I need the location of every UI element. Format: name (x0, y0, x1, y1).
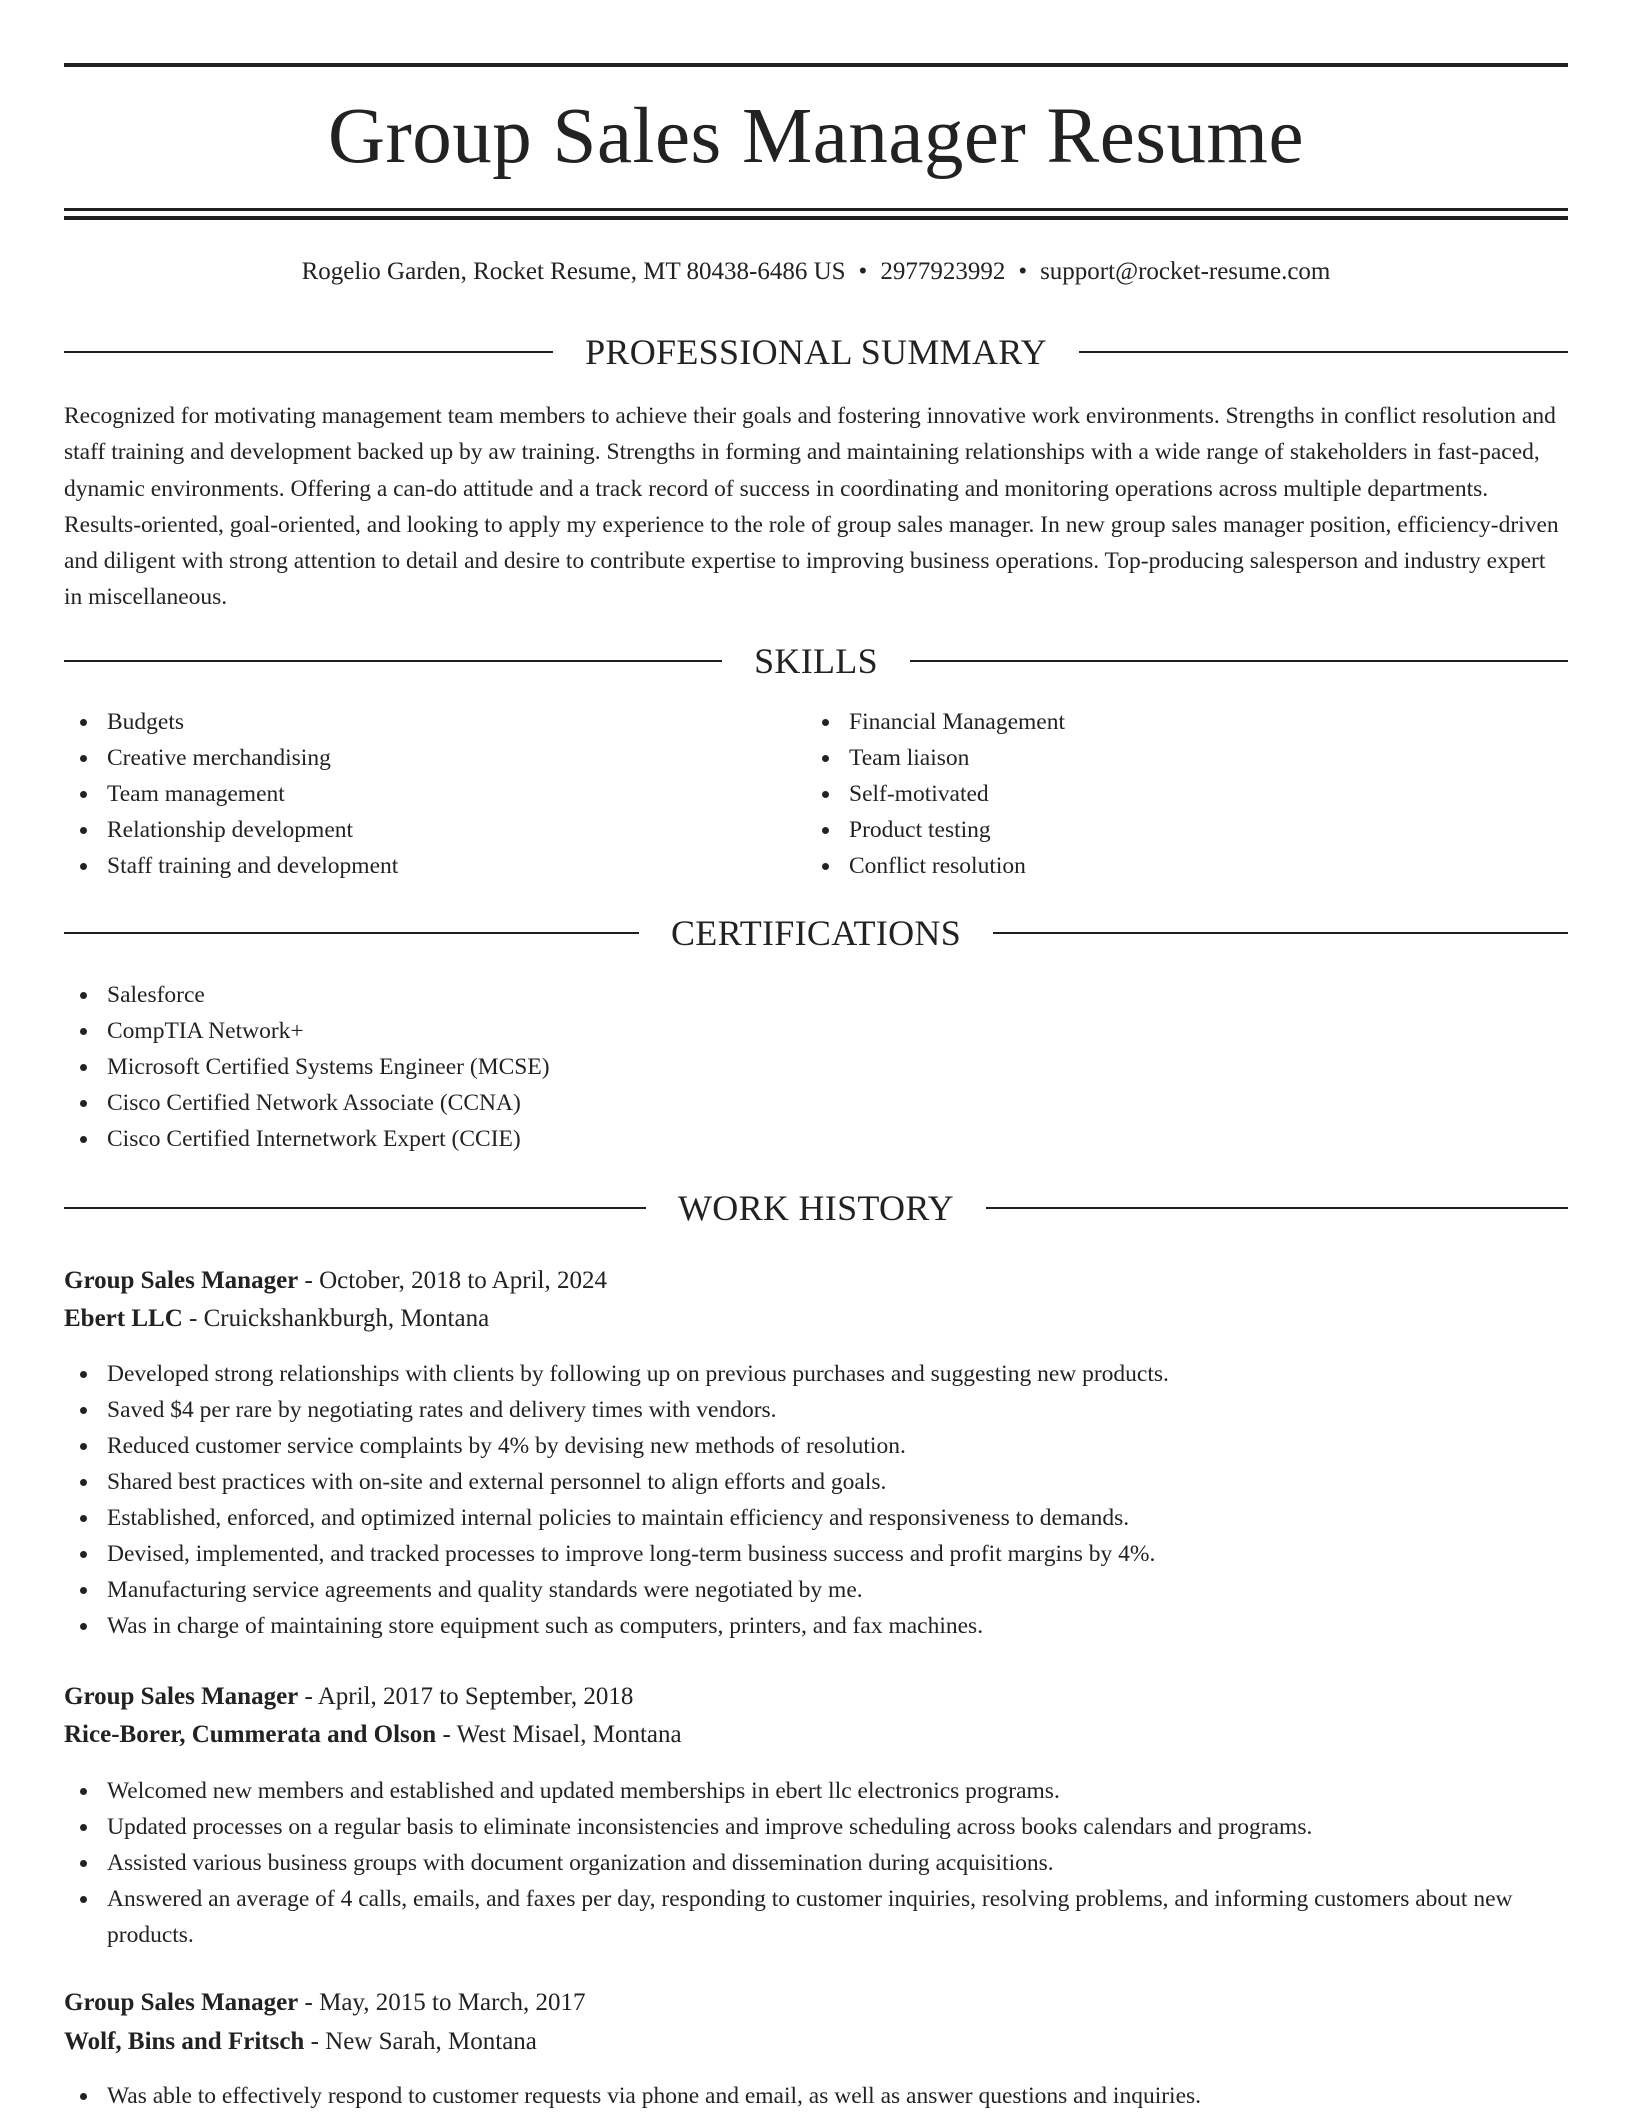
job-title: Group Sales Manager (64, 1989, 299, 2016)
title-rule-lower (64, 216, 1568, 220)
skill-item: Self-motivated (806, 776, 1546, 812)
job-duty-item: Devised, implemented, and tracked processes to improve long-term business success and profit margins by 4%. (64, 1536, 1568, 1572)
resume-title: Group Sales Manager Resume (327, 93, 1305, 180)
contact-phone: 2977923992 (880, 258, 1006, 285)
job-location: - West Misael, Montana (436, 1721, 682, 1748)
job-dates: - April, 2017 to September, 2018 (298, 1683, 634, 1710)
skills-list-right (806, 704, 1546, 884)
skills-heading-label: SKILLS (754, 641, 878, 681)
heading-rule-left (64, 351, 553, 353)
job-company-line (64, 2023, 1568, 2061)
certifications-section-heading (64, 911, 1568, 955)
skill-item: Conflict resolution (806, 848, 1546, 884)
job-title: Group Sales Manager (64, 1267, 299, 1294)
skills-list-left (64, 704, 804, 884)
job-duty-item: Was in charge of maintaining store equipment such as computers, printers, and fax machines. (64, 1608, 1568, 1644)
contact-line (64, 252, 1568, 292)
job-title-line (64, 1678, 1568, 1716)
contact-separator: • (1018, 258, 1028, 285)
title-rule-upper (64, 208, 1568, 211)
job-duty-item: Answered an average of 4 calls, emails, and faxes per day, responding to customer inquiries, resolving problems, and informing customers about new products. (64, 1881, 1568, 1953)
job-company: Wolf, Bins and Fritsch (64, 2028, 305, 2055)
professional-summary-text: Recognized for motivating management team members to achieve their goals and fostering innovative work environments. Strengths in conflict resolution and staff training and development backed up by aw training. Strengths in forming and maintaining relationships with a wide range of stakeholders in fast-paced, dynamic environments. Offering a can-do attitude and a track record of success in coordinating and monitoring operations across multiple departments. Results-oriented, goal-oriented, and looking to apply my experience to the role of group sales manager. In new group sales manager position, efficiency-driven and diligent with strong attention to detail and desire to contribute expertise to improving business operations. Top-producing salesperson and industry expert in miscellaneous. (64, 403, 1559, 611)
heading-rule-right (1079, 351, 1568, 353)
job-location: - Cruickshankburgh, Montana (182, 1305, 490, 1332)
job-duty-item: Reduced customer service complaints by 4% by devising new methods of resolution. (64, 1428, 1568, 1464)
job-duties-list (64, 1356, 1568, 1644)
heading-rule-right (986, 1207, 1568, 1209)
skill-item: Relationship development (64, 812, 804, 848)
job-duty-item: Manufacturing service agreements and quality standards were negotiated by me. (64, 1572, 1568, 1608)
contact-address: Rogelio Garden, Rocket Resume, MT 80438-6486 US (301, 258, 846, 285)
job-duty-item: Was able to effectively respond to customer requests via phone and email, as well as answer questions and inquiries. (64, 2078, 1568, 2114)
certification-item: Salesforce (64, 977, 1568, 1013)
job-location: - New Sarah, Montana (304, 2028, 537, 2055)
job-duties-list (64, 2078, 1568, 2114)
certifications-list (64, 977, 1568, 1157)
job-duty-item: Shared best practices with on-site and external personnel to align efforts and goals. (64, 1464, 1568, 1500)
skill-item: Team management (64, 776, 804, 812)
heading-rule-left (64, 932, 639, 934)
heading-rule-left (64, 1207, 646, 1209)
certification-item: Cisco Certified Network Associate (CCNA) (64, 1085, 1568, 1121)
job-duty-item: Established, enforced, and optimized internal policies to maintain efficiency and responsiveness to demands. (64, 1500, 1568, 1536)
job-duty-item: Updated processes on a regular basis to eliminate inconsistencies and improve scheduling across books calendars and programs. (64, 1809, 1568, 1845)
skill-item: Budgets (64, 704, 804, 740)
job-duties-list (64, 1773, 1568, 1953)
job-duty-item: Assisted various business groups with document organization and dissemination during acquisitions. (64, 1845, 1568, 1881)
job-company: Ebert LLC (64, 1305, 183, 1332)
summary-section-heading (64, 330, 1568, 374)
contact-email: support@rocket-resume.com (1040, 258, 1331, 285)
job-title: Group Sales Manager (64, 1683, 299, 1710)
heading-rule-right (910, 660, 1568, 662)
job-title-line (64, 1262, 1568, 1300)
skill-item: Financial Management (806, 704, 1546, 740)
job-company-line (64, 1300, 1568, 1338)
skill-item: Product testing (806, 812, 1546, 848)
contact-separator: • (858, 258, 868, 285)
job-duty-item: Developed strong relationships with clients by following up on previous purchases and suggesting new products. (64, 1356, 1568, 1392)
skills-section-heading (64, 639, 1568, 683)
certification-item: Microsoft Certified Systems Engineer (MCSE) (64, 1049, 1568, 1085)
heading-rule-right (993, 932, 1568, 934)
skill-item: Team liaison (806, 740, 1546, 776)
job-duty-item: Saved $4 per rare by negotiating rates and delivery times with vendors. (64, 1392, 1568, 1428)
job-dates: - May, 2015 to March, 2017 (298, 1989, 586, 2016)
certification-item: Cisco Certified Internetwork Expert (CCIE) (64, 1121, 1568, 1157)
skill-item: Creative merchandising (64, 740, 804, 776)
certifications-heading-label: CERTIFICATIONS (670, 913, 962, 953)
job-duty-item: Welcomed new members and established and updated memberships in ebert llc electronics programs. (64, 1773, 1568, 1809)
job-dates: - October, 2018 to April, 2024 (298, 1267, 607, 1294)
top-rule (64, 63, 1568, 67)
work-history-section-heading (64, 1186, 1568, 1230)
summary-heading-label: PROFESSIONAL SUMMARY (585, 332, 1047, 372)
work-history-heading-label: WORK HISTORY (678, 1188, 954, 1228)
job-company: Rice-Borer, Cummerata and Olson (64, 1721, 437, 1748)
certification-item: CompTIA Network+ (64, 1013, 1568, 1049)
heading-rule-left (64, 660, 722, 662)
skill-item: Staff training and development (64, 848, 804, 884)
job-company-line (64, 1716, 1568, 1754)
job-title-line (64, 1984, 1568, 2022)
